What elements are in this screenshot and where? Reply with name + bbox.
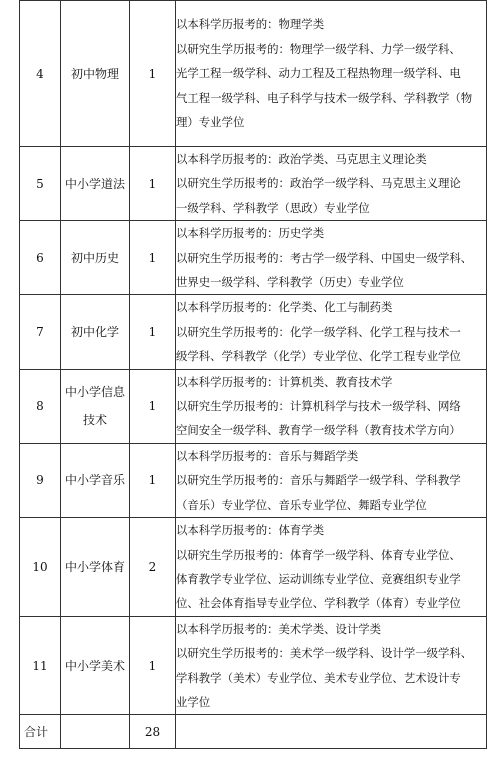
requirements-cell (176, 369, 487, 443)
quota-cell: 1 (130, 1, 176, 147)
table-row (20, 518, 487, 617)
requirements-cell (176, 518, 487, 617)
table-row (20, 616, 487, 715)
subject-cell: 中小学体育 (61, 518, 130, 617)
total-count: 28 (130, 715, 176, 749)
quota-cell: 1 (130, 295, 176, 369)
total-row (20, 715, 487, 749)
requirement-line: 以研究生学历报考的：化学一级学科、化学工程与技术一 (176, 324, 461, 339)
row-number: 6 (20, 221, 61, 295)
requirement-line: 光学工程一级学科、动力工程及工程热物理一级学科、电 (176, 66, 461, 81)
requirement-line: 业学位 (176, 694, 211, 709)
requirement-line: 以研究生学历报考的：美术学一级学科、设计学一级学科、 (176, 646, 473, 661)
requirements-cell (176, 616, 487, 715)
requirement-line: 位、社会体育指导专业学位、学科教学（体育）专业学位 (176, 596, 461, 611)
requirement-line: 以本科学历报考的：美术学类、设计学类 (176, 621, 382, 636)
row-number: 11 (20, 616, 61, 715)
row-number: 9 (20, 443, 61, 517)
requirement-line: 以研究生学历报考的：音乐与舞蹈学一级学科、学科教学 (176, 473, 461, 488)
subject-cell: 初中历史 (61, 221, 130, 295)
row-number: 7 (20, 295, 61, 369)
requirement-line: 以本科学历报考的：音乐与舞蹈学类 (176, 448, 359, 463)
requirement-line: 气工程一级学科、电子科学与技术一级学科、学科教学（物 (176, 90, 473, 105)
row-number: 4 (20, 1, 61, 147)
requirement-line: 体育教学专业学位、运动训练专业学位、竞赛组织专业学 (176, 571, 461, 586)
requirement-line: 以本科学历报考的：历史学类 (176, 226, 325, 241)
requirements-table-body (20, 1, 487, 749)
subject-cell: 初中化学 (61, 295, 130, 369)
table-row (20, 443, 487, 517)
quota-cell: 1 (130, 221, 176, 295)
requirements-cell (176, 221, 487, 295)
requirement-line: 以本科学历报考的：体育学类 (176, 523, 325, 538)
subject-cell: 初中物理 (61, 1, 130, 147)
requirements-cell (176, 1, 487, 147)
requirement-line: 一级学科、学科教学（思政）专业学位 (176, 200, 370, 215)
requirement-line: 以研究生学历报考的：物理学一级学科、力学一级学科、 (176, 41, 461, 56)
requirement-line: 以本科学历报考的：计算机类、教育技术学 (176, 374, 393, 389)
row-number: 8 (20, 369, 61, 443)
requirements-cell (176, 147, 487, 221)
table-row (20, 369, 487, 443)
quota-cell: 1 (130, 369, 176, 443)
requirement-line: 以研究生学历报考的：体育学一级学科、体育专业学位、 (176, 547, 461, 562)
subject-cell: 中小学音乐 (61, 443, 130, 517)
quota-cell: 1 (130, 616, 176, 715)
table-row (20, 221, 487, 295)
requirement-line: 以研究生学历报考的：考古学一级学科、中国史一级学科、 (176, 250, 473, 265)
total-requirements-cell (176, 715, 487, 749)
requirements-cell (176, 443, 487, 517)
requirement-line: （音乐）专业学位、音乐专业学位、舞蹈专业学位 (176, 497, 427, 512)
requirement-line: 世界史一级学科、学科教学（历史）专业学位 (176, 275, 404, 290)
subject-cell: 中小学美术 (61, 616, 130, 715)
requirement-line: 学科教学（美术）专业学位、美术专业学位、艺术设计专 (176, 670, 461, 685)
requirements-table (19, 0, 487, 749)
table-row (20, 295, 487, 369)
requirement-line: 以本科学历报考的：化学类、化工与制药类 (176, 300, 393, 315)
requirement-line: 以研究生学历报考的：计算机科学与技术一级学科、网络 (176, 399, 461, 414)
requirement-line: 以本科学历报考的：政治学类、马克思主义理论类 (176, 152, 427, 166)
quota-cell: 1 (130, 147, 176, 221)
table-row (20, 147, 487, 221)
requirement-line: 级学科、学科教学（化学）专业学位、化学工程专业学位 (176, 349, 461, 364)
subject-cell: 中小学道法 (61, 147, 130, 221)
requirements-cell (176, 295, 487, 369)
table-row (20, 1, 487, 147)
requirement-line: 以研究生学历报考的：政治学一级学科、马克思主义理论 (176, 176, 461, 191)
subject-cell: 中小学信息技术 (61, 369, 130, 443)
requirement-line: 空间安全一级学科、教育学一级学科（教育技术学方向） (176, 423, 461, 438)
row-number: 5 (20, 147, 61, 221)
row-number: 10 (20, 518, 61, 617)
requirement-line: 理）专业学位 (176, 115, 245, 130)
quota-cell: 1 (130, 443, 176, 517)
total-label: 合计 (20, 715, 61, 749)
total-subject-cell (61, 715, 130, 749)
quota-cell: 2 (130, 518, 176, 617)
requirement-line: 以本科学历报考的：物理学类 (176, 17, 325, 32)
